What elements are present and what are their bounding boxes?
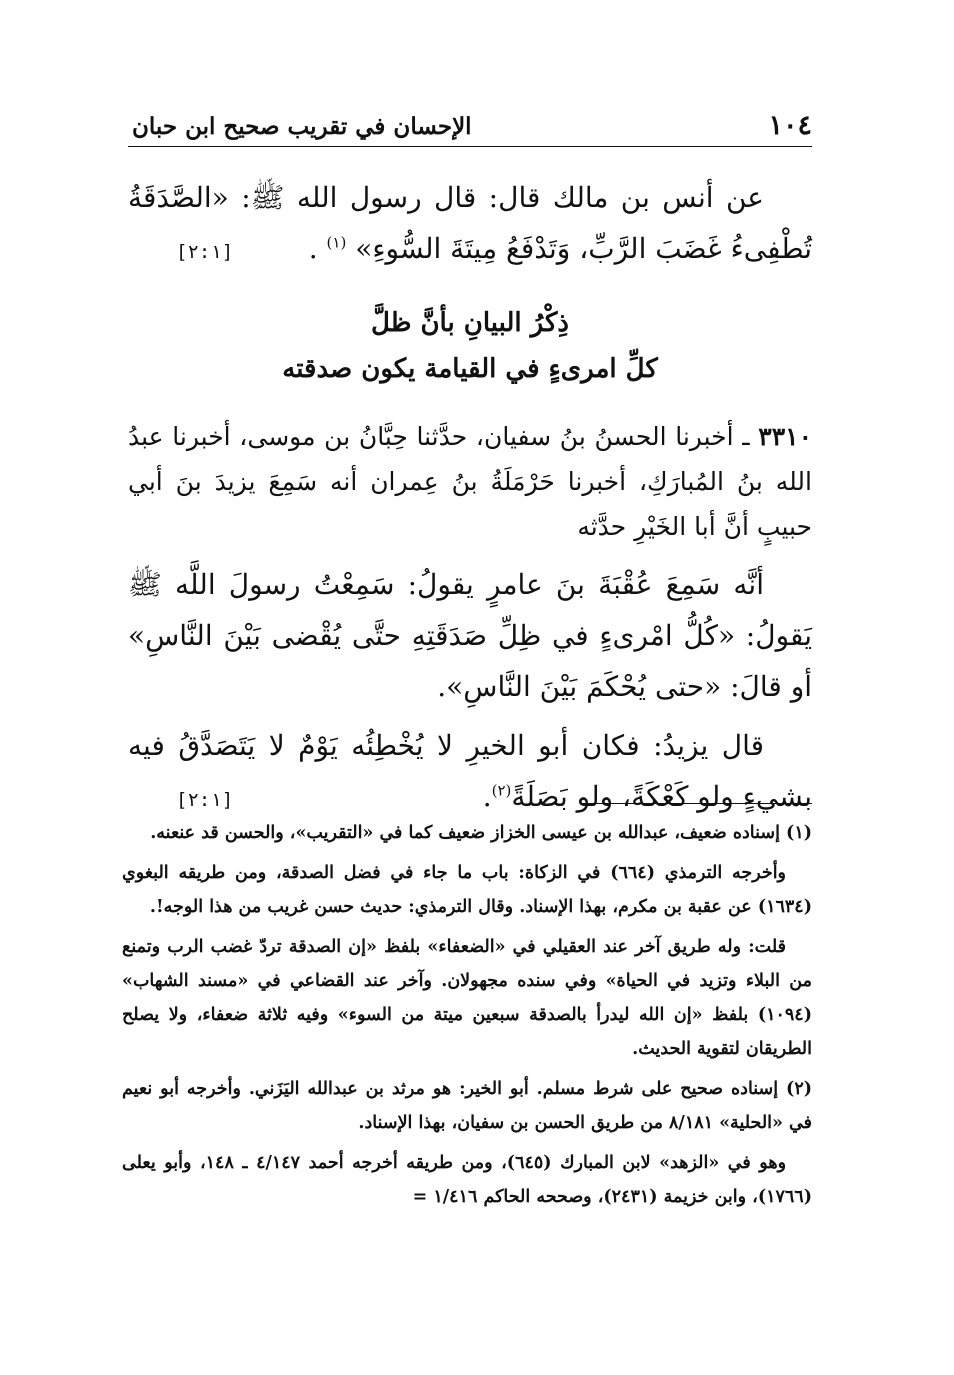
footnote-mark-1: (١)	[326, 233, 347, 252]
footnotes	[122, 816, 812, 1220]
footnote-separator	[582, 803, 812, 804]
footnote-2-paragraph-2: وهو في «الزهد» لابن المبارك (٦٤٥)، ومن طريقه أخرجه أحمد ٤/١٤٧ ـ ١٤٨، وأبو يعلى (١٧٦٦)، وابن خزيمة (٢٤٣١)، وصححه الحاكم ١/٤١٦ =	[122, 1153, 812, 1207]
footnote-1-paragraph-3: قلت: وله طريق آخر عند العقيلي في «الضعفاء» بلفظ «إن الصدقة تردّ غضب الرب وتمنع من البلاء وتزيد في الحياة» وفي سنده مجهولان. وآخر عند القضاعي في «مسند الشهاب» (١٠٩٤) بلفظ «إن الله ليدرأ بالصدقة سبعين ميتة من السوء» وفيه ثلاثة ضعفاء، ولا يصلح الطريقان لتقوية الحديث.	[122, 937, 812, 1059]
running-title: الإحسان في تقريب صحيح ابن حبان	[132, 113, 472, 140]
chapter-heading	[128, 300, 812, 392]
footnote-mark-2: (٢)	[491, 781, 512, 800]
footnote-2	[122, 1072, 812, 1140]
footnote-1-paragraph-2: وأخرجه الترمذي (٦٦٤) في الزكاة: باب ما جاء في فضل الصدقة، ومن طريقه البغوي (١٦٣٤) عن عقبة بن مكرم، بهذا الإسناد. وقال الترمذي: حديث حسن غريب من هذا الوجه!.	[122, 863, 812, 917]
footnote-2-number: (٢)	[786, 1079, 813, 1099]
footnote-1-text: إسناده ضعيف، عبدالله بن عيسى الخزاز ضعيف كما في «التقريب»، والحسن قد عنعنه.	[150, 823, 780, 843]
chapter-heading-line2: كلِّ امرىءٍ في القيامة يكون صدقته	[282, 354, 658, 384]
footnote-2-text: إسناده صحيح على شرط مسلم. أبو الخير: هو مرثد بن عبدالله اليَزَني. وأخرجه أبو نعيم في «الحلية» ٨/١٨١ من طريق الحسن بن سفيان، بهذا الإسناد.	[122, 1079, 812, 1133]
hadith-reference: [٢:١]	[176, 789, 234, 811]
yazid-comment-text: قال يزيدُ: فكان أبو الخيرِ لا يُخْطِئُه يَوْمٌ لا يَتَصَدَّقُ فيه بشيءٍ ولو كَعْكَةً، ولو بَصَلَةً	[128, 729, 812, 813]
previous-hadith-reference: [٢:١]	[176, 241, 234, 263]
hadith-number: ٣٣١٠	[758, 422, 812, 451]
yazid-comment	[128, 720, 812, 822]
footnote-1-number: (١)	[786, 823, 812, 843]
hadith-matn: أنَّه سَمِعَ عُقْبَةَ بنَ عامرٍ يقولُ: سَمِعْتُ رسولَ اللَّه ﷺ يَقولُ: «كُلُّ امْرىءٍ في ظِلِّ صَدَقَتِهِ حتَّى يُقْضى بَيْنَ النَّاسِ» أو قالَ: «حتى يُحْكَمَ بَيْنَ النَّاسِ».	[128, 568, 812, 703]
previous-hadith-line2: تُطْفِىءُ غَضَبَ الرَّبِّ، وَتَدْفَعُ مِيتَةَ السُّوءِ»	[355, 232, 812, 265]
yazid-comment-end-mark: .	[482, 780, 492, 813]
main-text	[128, 172, 812, 826]
previous-hadith-end	[128, 172, 812, 274]
page-number: ١٠٤	[768, 110, 812, 141]
page-header	[128, 104, 812, 147]
hadith-isnad-text: ـ أخبرنا الحسنُ بنُ سفيان، حدَّثنا حِبَّانُ بن موسى، أخبرنا عبدُ الله بنُ المُبارَكِ، أخبرنا حَرْمَلَةُ بنُ عِمران أنه سَمِعَ يزيدَ بنَ أبي حبيبٍ أنَّ أبا الخَيْرِ حدَّثه	[128, 422, 812, 541]
previous-hadith-line1: عن أنس بن مالك قال: قال رسول الله ﷺ: «الصَّدَقَةُ	[128, 181, 764, 214]
footnote-1	[122, 816, 812, 850]
previous-hadith-end-mark: .	[308, 232, 318, 265]
chapter-heading-line1: ذِكْرُ البيانِ بأنَّ ظلَّ	[371, 308, 569, 338]
hadith-isnad	[128, 414, 812, 549]
